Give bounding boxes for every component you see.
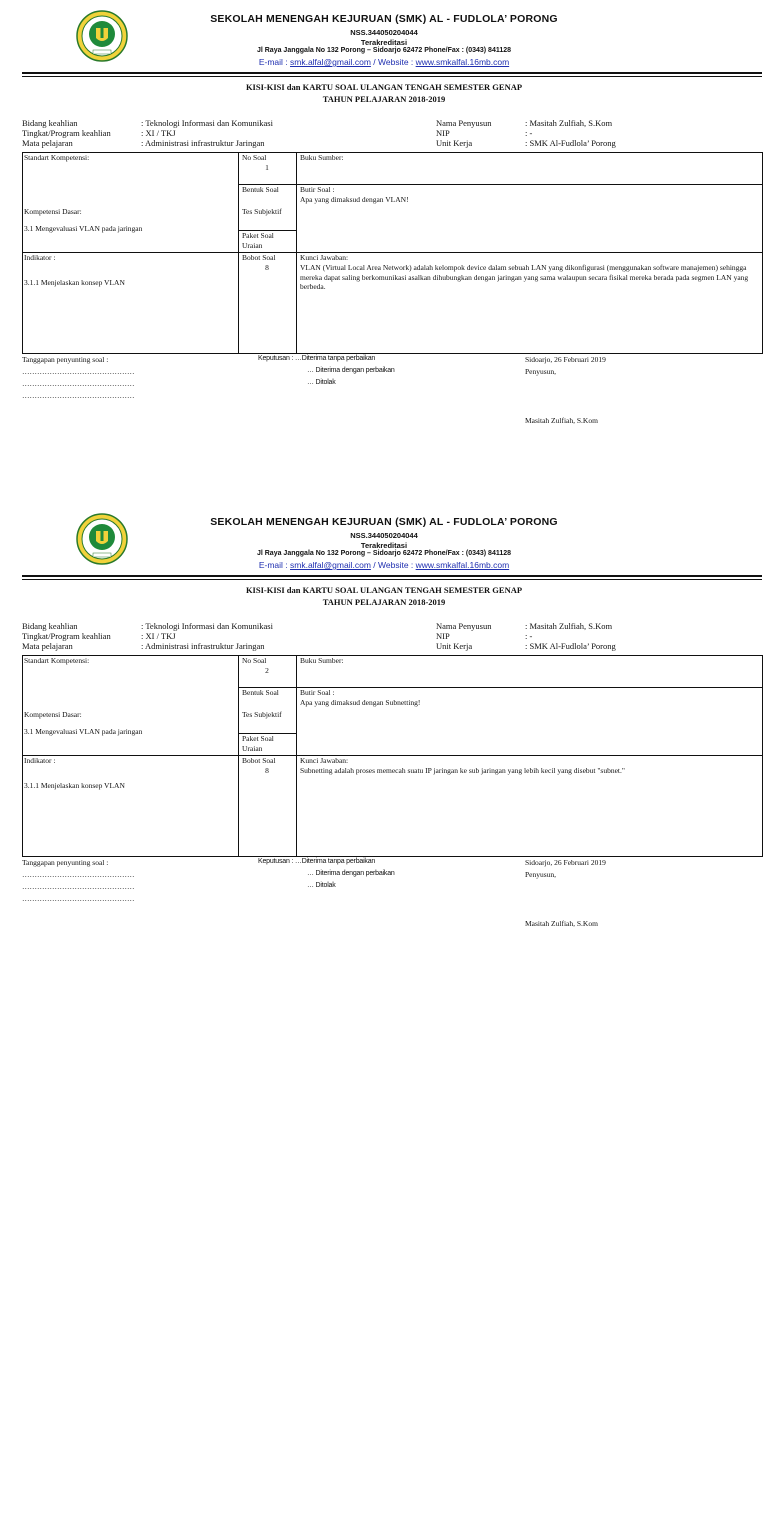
bidang-label: Bidang keahlian <box>22 118 78 128</box>
unit-value: : SMK Al-Fudlola’ Porong <box>525 138 616 148</box>
website-prefix: Website : <box>378 57 416 67</box>
keputusan-line: Keputusan : …Diterima tanpa perbaikan <box>258 355 376 362</box>
kunci-label: Kunci Jawaban: <box>300 253 349 262</box>
school-name: SEKOLAH MENENGAH KEJURUAN (SMK) AL - FUDLOLA’ PORONG <box>210 13 558 25</box>
question-text: Apa yang dimaksud dengan Subnetting! <box>300 698 421 707</box>
keputusan-option-3: … Ditolak <box>307 379 336 386</box>
school-year: TAHUN PELAJARAN 2018-2019 <box>322 597 446 607</box>
contact-separator: / <box>370 57 378 67</box>
tanggapan-label: Tanggapan penyunting soal : <box>22 858 109 867</box>
website-link[interactable]: www.smkalfal.16mb.com <box>415 57 510 67</box>
bentuk-soal-label: Bentuk Soal <box>242 185 279 194</box>
bobot-label: Bobot Soal <box>242 756 276 765</box>
kompetensi-value: 3.1 Mengevaluasi VLAN pada jaringan <box>24 727 143 736</box>
signer-name: Masitah Zulfiah, S.Kom <box>525 919 598 928</box>
keputusan-option-2: … Diterima dengan perbaikan <box>307 870 395 877</box>
answer-text: Subnetting adalah proses memecah suatu IP jaringan ke sub jaringan yang lebih kecil yang disebut "subnet." <box>300 766 625 775</box>
unit-label: Unit Kerja <box>436 138 473 148</box>
buku-sumber-label: Buku Sumber: <box>300 153 344 162</box>
school-name: SEKOLAH MENENGAH KEJURUAN (SMK) AL - FUDLOLA’ PORONG <box>210 516 558 528</box>
penyusun-label: Nama Penyusun <box>436 118 492 128</box>
bobot-value: 8 <box>265 263 269 272</box>
kompetensi-label: Kompetensi Dasar: <box>24 710 82 719</box>
bentuk-soal-value: Tes Subjektif <box>242 710 282 719</box>
kompetensi-value: 3.1 Mengevaluasi VLAN pada jaringan <box>24 224 143 233</box>
tanggapan-line: ……………………………………… <box>22 379 135 388</box>
standar-label: Standart Kompetensi: <box>24 656 90 665</box>
document-title: KISI-KISI dan KARTU SOAL ULANGAN TENGAH SEMESTER GENAP <box>245 585 523 595</box>
penyusun-caption: Penyusun, <box>525 367 557 376</box>
buku-sumber-label: Buku Sumber: <box>300 656 344 665</box>
email-prefix: E-mail : <box>258 560 290 570</box>
tanggapan-line: ……………………………………… <box>22 870 135 879</box>
tanggapan-line: ……………………………………… <box>22 882 135 891</box>
bentuk-soal-label: Bentuk Soal <box>242 688 279 697</box>
penyusun-value: : Masitah Zulfiah, S.Kom <box>525 621 613 631</box>
contact-line <box>0 560 768 570</box>
tingkat-value: : XI / TKJ <box>141 128 176 138</box>
bidang-value: : Teknologi Informasi dan Komunikasi <box>141 621 273 631</box>
keputusan-option-3: … Ditolak <box>307 882 336 889</box>
school-nss: NSS.344050204044 <box>350 531 418 540</box>
indikator-label: Indikator : <box>24 756 56 765</box>
school-address: Jl Raya Janggala No 132 Porong – Sidoarjo 62472 Phone/Fax : (0343) 841128 <box>256 550 512 557</box>
indikator-value: 3.1.1 Menjelaskan konsep VLAN <box>24 278 125 287</box>
email-link[interactable]: smk.alfal@gmail.com <box>290 57 371 67</box>
place-date: Sidoarjo, 26 Februari 2019 <box>525 355 606 364</box>
unit-value: : SMK Al-Fudlola’ Porong <box>525 641 616 651</box>
standar-label: Standart Kompetensi: <box>24 153 90 162</box>
penyusun-value: : Masitah Zulfiah, S.Kom <box>525 118 613 128</box>
penyusun-caption: Penyusun, <box>525 870 557 879</box>
paket-soal-value: Uraian <box>242 744 263 753</box>
answer-text: VLAN (Virtual Local Area Network) adalah kelompok device dalam sebuah LAN yang dikonfigurasi (menggunakan software manajemen) sehingga mereka dapat saling berkomunikasi asalkan dihubungkan dengan jaringan yang sama walaupun secara fisikal mereka berada pada segmen LAN yang berbeda. <box>300 263 749 291</box>
header-divider <box>22 72 762 74</box>
butir-soal-label: Butir Soal : <box>300 688 335 697</box>
tingkat-value: : XI / TKJ <box>141 631 176 641</box>
no-soal-value: 1 <box>265 163 269 172</box>
no-soal-label: No Soal <box>242 153 267 162</box>
nip-value: : - <box>525 631 533 641</box>
mapel-label: Mata pelajaran <box>22 641 73 651</box>
keputusan-line: Keputusan : …Diterima tanpa perbaikan <box>258 858 376 865</box>
nip-value: : - <box>525 128 533 138</box>
penyusun-label: Nama Penyusun <box>436 621 492 631</box>
contact-separator: / <box>370 560 378 570</box>
website-prefix: Website : <box>378 560 416 570</box>
unit-label: Unit Kerja <box>436 641 473 651</box>
paket-soal-label: Paket Soal <box>242 734 274 743</box>
tanggapan-line: ……………………………………… <box>22 894 135 903</box>
no-soal-value: 2 <box>265 666 269 675</box>
email-prefix: E-mail : <box>258 57 290 67</box>
no-soal-label: No Soal <box>242 656 267 665</box>
header-divider <box>22 575 762 577</box>
paket-soal-label: Paket Soal <box>242 231 274 240</box>
mapel-value: : Administrasi infrastruktur Jaringan <box>141 138 265 148</box>
document-title: KISI-KISI dan KARTU SOAL ULANGAN TENGAH SEMESTER GENAP <box>245 82 523 92</box>
header-divider-thin <box>22 76 762 77</box>
tingkat-label: Tingkat/Program keahlian <box>22 128 111 138</box>
accreditation: Terakreditasi <box>360 541 408 550</box>
kunci-label: Kunci Jawaban: <box>300 756 349 765</box>
tanggapan-line: ……………………………………… <box>22 367 135 376</box>
butir-soal-label: Butir Soal : <box>300 185 335 194</box>
tingkat-label: Tingkat/Program keahlian <box>22 631 111 641</box>
header-divider-thin <box>22 579 762 580</box>
bentuk-soal-value: Tes Subjektif <box>242 207 282 216</box>
bobot-value: 8 <box>265 766 269 775</box>
question-table-grid <box>0 503 768 1527</box>
indikator-value: 3.1.1 Menjelaskan konsep VLAN <box>24 781 125 790</box>
bobot-label: Bobot Soal <box>242 253 276 262</box>
mapel-label: Mata pelajaran <box>22 138 73 148</box>
paket-soal-value: Uraian <box>242 241 263 250</box>
tanggapan-label: Tanggapan penyunting soal : <box>22 355 109 364</box>
nip-label: NIP <box>436 128 450 138</box>
website-link[interactable]: www.smkalfal.16mb.com <box>415 560 510 570</box>
indikator-label: Indikator : <box>24 253 56 262</box>
tanggapan-line: ……………………………………… <box>22 391 135 400</box>
question-text: Apa yang dimaksud dengan VLAN! <box>300 195 409 204</box>
contact-line <box>0 57 768 67</box>
bidang-value: : Teknologi Informasi dan Komunikasi <box>141 118 273 128</box>
kompetensi-label: Kompetensi Dasar: <box>24 207 82 216</box>
email-link[interactable]: smk.alfal@gmail.com <box>290 560 371 570</box>
bidang-label: Bidang keahlian <box>22 621 78 631</box>
keputusan-option-2: … Diterima dengan perbaikan <box>307 367 395 374</box>
signer-name: Masitah Zulfiah, S.Kom <box>525 416 598 425</box>
nip-label: NIP <box>436 631 450 641</box>
school-year: TAHUN PELAJARAN 2018-2019 <box>322 94 446 104</box>
school-nss: NSS.344050204044 <box>350 28 418 37</box>
school-address: Jl Raya Janggala No 132 Porong – Sidoarjo 62472 Phone/Fax : (0343) 841128 <box>256 47 512 54</box>
accreditation: Terakreditasi <box>360 38 408 47</box>
mapel-value: : Administrasi infrastruktur Jaringan <box>141 641 265 651</box>
place-date: Sidoarjo, 26 Februari 2019 <box>525 858 606 867</box>
